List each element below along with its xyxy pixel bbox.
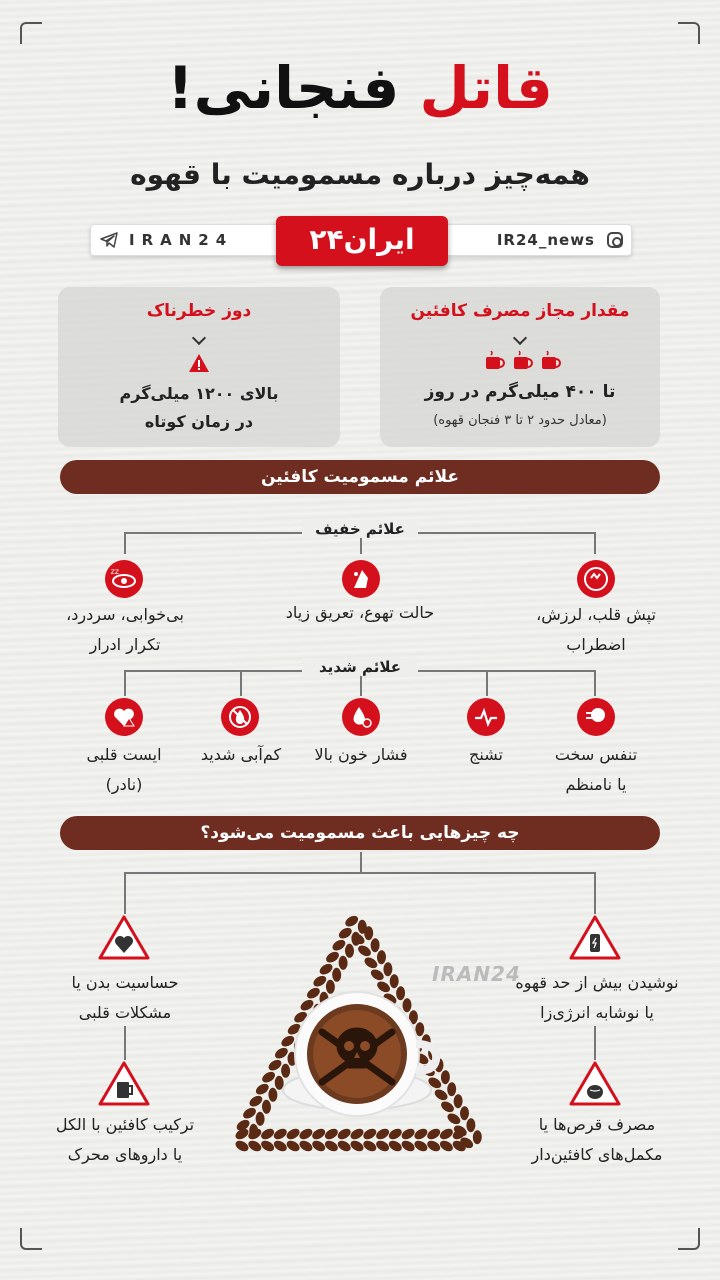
site-name: IRAN24 <box>129 231 234 249</box>
coffee-bean <box>438 1127 455 1142</box>
coffee-bean <box>413 1139 430 1154</box>
coffee-bean <box>337 926 354 941</box>
symptoms-bar: علائم مسمومیت کافئین <box>60 460 660 494</box>
coffee-bean <box>389 974 398 988</box>
instagram-icon <box>607 232 623 248</box>
mild-label: علائم خفیف <box>302 520 418 538</box>
coffee-bean <box>400 1127 417 1142</box>
severe-symptom-3-line1: فشار خون بالا <box>314 745 408 764</box>
severe-symptom-5 <box>64 740 184 800</box>
cause-left-bottom-line1: ترکیب کافئین با الکل <box>55 1115 195 1134</box>
coffee-bean <box>345 944 354 958</box>
coffee-bean <box>318 962 335 977</box>
coffee-bean <box>402 998 411 1012</box>
cause-right-bottom-line1: مصرف قرص‌ها یا <box>538 1115 656 1134</box>
safe-intake-heading: مقدار مجاز مصرف کافئین <box>410 301 630 321</box>
coffee-bean <box>369 967 386 982</box>
mild-symptom-1-line1: تپش قلب، لرزش، <box>536 605 656 624</box>
coffee-bean <box>363 955 380 970</box>
nausea-icon <box>342 560 380 598</box>
mild-symptom-3-line1: بی‌خوابی، سردرد، <box>66 605 184 624</box>
coffee-bean <box>331 938 348 953</box>
coffee-bean <box>311 974 328 989</box>
title-black: فنجانی! <box>167 54 400 122</box>
cause-right-bottom <box>512 1110 682 1170</box>
page-subtitle: همه‌چیز درباره مسمومیت با قهوه <box>130 158 590 191</box>
severe-symptom-1 <box>536 740 656 800</box>
mild-symptom-3-line2: تکرار ادرار <box>89 635 161 654</box>
frame-corner-bottom-left <box>20 1228 42 1250</box>
coffee-bean <box>438 1139 455 1154</box>
safe-intake-note: (معادل حدود ۲ تا ۳ فنجان قهوه) <box>433 413 607 428</box>
severe-branch-1 <box>124 670 126 696</box>
cause-left-top-line1: حساسیت بدن یا <box>71 973 179 992</box>
seizure-icon <box>467 698 505 736</box>
coffee-bean <box>447 1082 456 1096</box>
coffee-bean <box>255 1112 264 1126</box>
coffee-bean <box>356 943 373 958</box>
pills-icon <box>569 1060 621 1106</box>
safe-intake-amount: تا ۴۰۰ میلی‌گرم در روز <box>424 382 616 402</box>
coffee-bean <box>377 950 386 964</box>
mild-symptom-2-line1: حالت تهوع، تعریق زیاد <box>285 603 435 622</box>
coffee-bean <box>272 1139 289 1154</box>
coffee-bean <box>374 1127 391 1142</box>
coffee-bean <box>241 1106 258 1121</box>
heart-head-icon <box>577 560 615 598</box>
coffee-bean <box>298 1139 315 1154</box>
causes-connector-right <box>594 1026 596 1060</box>
coffee-bean <box>305 986 322 1001</box>
warning-icon <box>188 353 210 373</box>
severe-symptom-1-line2: یا نامنظم <box>565 775 627 794</box>
coffee-bean <box>361 1139 378 1154</box>
severe-symptom-4 <box>186 740 296 770</box>
coffee-bean <box>370 938 379 952</box>
severe-label: علائم شدید <box>302 658 418 676</box>
danger-dose-heading: دوز خطرناک <box>146 301 252 321</box>
svg-text:zz: zz <box>110 567 119 576</box>
coffee-bean <box>260 1070 277 1085</box>
cause-right-top-line1: نوشیدن بیش از حد قهوه <box>515 973 679 992</box>
causes-branch-right <box>594 872 596 914</box>
mild-symptom-1 <box>530 600 662 660</box>
coffee-bean <box>267 1058 284 1073</box>
causes-branch-left <box>124 872 126 914</box>
coffee-bean <box>441 1070 450 1084</box>
severe-symptom-2-line1: تشنج <box>469 745 503 764</box>
coffee-bean <box>279 1034 296 1049</box>
coffee-bean <box>473 1130 482 1144</box>
coffee-bean <box>396 986 405 1000</box>
coffee-bean <box>272 1127 289 1142</box>
cause-right-top-line2: یا نوشابه انرژی‌زا <box>540 1003 654 1022</box>
coffee-bean <box>413 1127 430 1142</box>
danger-dose-line1: بالای ۱۲۰۰ میلی‌گرم <box>119 384 279 403</box>
mild-symptom-2 <box>262 598 458 628</box>
frame-corner-bottom-right <box>678 1228 700 1250</box>
cause-left-bottom <box>30 1110 220 1170</box>
blood-pressure-icon <box>342 698 380 736</box>
sleepless-eye-icon <box>105 560 143 598</box>
severe-symptom-5-line2: (نادر) <box>105 775 143 794</box>
severe-symptom-5-line1: ایست قلبی <box>86 745 162 764</box>
coffee-bean <box>361 1127 378 1142</box>
coffee-bean <box>466 1118 475 1132</box>
danger-dose-card <box>58 287 340 447</box>
coffee-bean <box>234 1139 251 1154</box>
coffee-bean <box>254 1082 271 1097</box>
coffee-bean <box>273 1046 290 1061</box>
coffee-bean <box>374 1139 391 1154</box>
coffee-bean <box>387 1139 404 1154</box>
causes-connector-left <box>124 1026 126 1060</box>
safe-intake-card <box>380 287 660 447</box>
telegram-icon <box>99 230 119 250</box>
cause-left-top-line2: مشکلات قلبی <box>78 1003 172 1022</box>
chevron-down-icon <box>192 331 206 345</box>
cardiac-arrest-icon <box>105 698 143 736</box>
mild-branch-right <box>594 532 596 554</box>
coffee-bean <box>336 1139 353 1154</box>
danger-dose-line2: در زمان کوتاه <box>144 412 254 431</box>
mild-symptom-3 <box>52 600 198 660</box>
coffee-skull-illustration <box>226 914 488 1156</box>
coffee-bean <box>324 950 341 965</box>
coffee-bean <box>268 1088 277 1102</box>
coffee-bean <box>349 1139 366 1154</box>
dehydration-icon <box>221 698 259 736</box>
coffee-bean <box>453 1094 462 1108</box>
coffee-bean <box>460 1106 469 1120</box>
iran24-watermark: IRAN24 <box>432 962 521 986</box>
coffee-bean <box>375 979 392 994</box>
severe-symptom-4-line1: کم‌آبی شدید <box>200 745 282 764</box>
coffee-bean <box>248 1094 265 1109</box>
coffee-bean <box>425 1127 442 1142</box>
coffee-bean <box>285 1139 302 1154</box>
severe-branch-5 <box>594 670 596 696</box>
coffee-bean <box>343 914 360 929</box>
cause-left-bottom-line2: یا داروهای محرک <box>67 1145 183 1164</box>
page-title <box>0 48 720 128</box>
coffee-bean <box>298 1127 315 1142</box>
coffee-bean <box>323 1139 340 1154</box>
coffee-bean <box>310 1139 327 1154</box>
coffee-bean <box>336 1127 353 1142</box>
coffee-bean <box>439 1099 456 1114</box>
causes-bar: چه چیزهایی باعث مسمومیت می‌شود؟ <box>60 816 660 850</box>
severe-symptom-1-line1: تنفس سخت <box>554 745 638 764</box>
energy-drink-icon <box>569 914 621 960</box>
coffee-bean <box>425 1139 442 1154</box>
coffee-bean <box>281 1064 290 1078</box>
social-handle: IR24_news <box>496 231 595 249</box>
coffee-bean <box>323 1127 340 1142</box>
title-red: قاتل <box>419 54 553 122</box>
coffee-bean <box>433 1087 450 1102</box>
chevron-down-icon <box>513 331 527 345</box>
causes-branch-stem <box>360 852 362 872</box>
coffee-bean <box>383 962 392 976</box>
coffee-bean <box>246 1139 263 1154</box>
frame-corner-top-right <box>678 22 700 44</box>
cause-right-bottom-line2: مکمل‌های کافئین‌دار <box>531 1145 663 1164</box>
coffee-bean <box>259 1127 276 1142</box>
coffee-bean <box>332 968 341 982</box>
beer-mug-icon <box>98 1060 150 1106</box>
coffee-bean <box>326 980 335 994</box>
coffee-bean <box>400 1139 417 1154</box>
heart-organ-icon <box>98 914 150 960</box>
severe-symptom-2 <box>446 740 526 770</box>
coffee-bean <box>259 1139 276 1154</box>
coffee-bean <box>310 1127 327 1142</box>
severe-branch-2 <box>240 670 242 696</box>
breathing-icon <box>577 698 615 736</box>
cause-left-top <box>40 968 210 1028</box>
frame-corner-top-left <box>20 22 42 44</box>
severe-branch-4 <box>486 670 488 696</box>
mild-symptom-1-line2: اضطراب <box>566 635 626 654</box>
coffee-bean <box>349 1127 366 1142</box>
coffee-bean <box>387 1127 404 1142</box>
coffee-bean <box>285 1127 302 1142</box>
severe-symptom-3 <box>300 740 422 770</box>
coffee-bean <box>446 1111 463 1126</box>
coffee-bean <box>338 956 347 970</box>
causes-branch-line <box>124 872 596 874</box>
coffee-bean <box>262 1100 271 1114</box>
mild-branch-left <box>124 532 126 554</box>
coffee-cups-icon <box>484 349 564 371</box>
iran24-logo: ایران۲۴ <box>276 216 448 266</box>
